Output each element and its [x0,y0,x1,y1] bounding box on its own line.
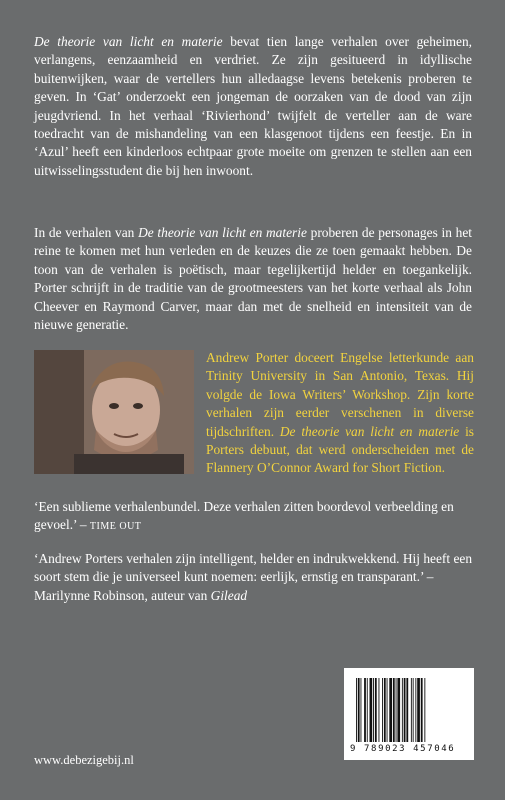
description-text-1: bevat tien lange verhalen over geheimen, verlangens, eenzaamheid en verdriet. Ze zijn gesitueerd in idyllische buitenwijken, waar de vertellers hun alledaagse levens betekenis proberen te geven. In ‘Gat’ onderzoekt een jongeman de oorzaken van de dood van zijn jeugdvriend. In het verhaal ‘Rivierhond’ twijfelt de verteller aan de ware toedracht van de mishandeling van een klasgenoot tijdens een feestje. En in ‘Azul’ heeft een kinderloos echtpaar grote moeite om grenzen te stellen aan een uitwisselingsstudent die bij hen inwoont. [34,34,472,178]
barcode-bar [367,678,368,742]
barcode-bar [387,678,388,742]
quote-text: ‘Andrew Porters verhalen zijn intelligent, helder en indrukwekkend. Hij heeft een soort stem die je universeel kunt noemen: eerlijk, ernstig en transparant.’ – Marilynne Robinson, auteur van [34,551,473,603]
barcode-bar [402,678,403,742]
author-bio-text-2: is Porters debuut, dat werd onderscheiden met de Flannery O’Connor Award for Short Fiction. [206,423,475,476]
barcode-bar [397,678,400,742]
barcode-bar [379,678,380,742]
quote-source: TIME OUT [89,521,142,533]
description-text-2: proberen de personages in het reine te komen met hun verleden en de keuzes die ze toen gemaakt hebben. De toon van de verhalen is poëtisch, maar tegelijkertijd helder en toegankelijk. Porter schrijft in de traditie van de grootmeesters van het korte verhaal als John Cheever en Raymond Carver, maar dan met de snelheid en intensiteit van de nieuwe generatie. [34,225,472,333]
review-quote-2 [34,550,474,605]
quote-text: ‘Een sublieme verhalenbundel. Deze verhalen zitten boordevol verbeelding en gevoel.’ – [34,499,454,533]
barcode-bar [375,678,377,742]
review-quote-1 [34,498,474,537]
barcode-bar [358,678,360,742]
barcode-bar [415,678,416,742]
publisher-website[interactable]: www.debezigebij.nl [34,753,134,767]
author-bio-text: Andrew Porter doceert Engelse letterkunde aan Trinity University in San Antonio, Texas. Hij volgde de Iowa Writers’ Workshop. Zijn korte verhalen zijn eerder verschenen in diverse tijdschriften. [206,350,474,439]
book-title-italic: De theorie van licht en materie [34,34,223,49]
barcode-bar [373,678,374,742]
barcode-bar [411,678,412,742]
barcode-bar [393,678,395,742]
isbn-barcode [344,668,474,760]
barcode-bar [389,678,392,742]
barcode-bar [417,678,420,742]
author-bio [206,349,474,478]
barcode-bar [396,678,397,742]
barcode-bar [421,678,423,742]
barcode-bar [370,678,373,742]
author-photo [34,350,194,474]
barcode-bar [406,678,408,742]
description-lead-2: In de verhalen van [34,225,139,240]
quote-source-title: Gilead [210,587,248,603]
barcode-bar [382,678,383,742]
barcode-bars [354,678,464,742]
book-title-italic: De theorie van licht en materie [279,423,460,439]
barcode-bar [413,678,414,742]
barcode-bar [424,678,425,742]
barcode-bar [364,678,366,742]
barcode-bar [404,678,406,742]
barcode-bar [384,678,386,742]
description-paragraph-1 [34,33,472,180]
description-paragraph-2 [34,224,472,334]
barcode-bar [361,678,362,742]
barcode-bar [356,678,357,742]
book-title-italic: De theorie van licht en materie [138,225,307,240]
isbn-number: 9 789023 457046 [350,744,456,754]
